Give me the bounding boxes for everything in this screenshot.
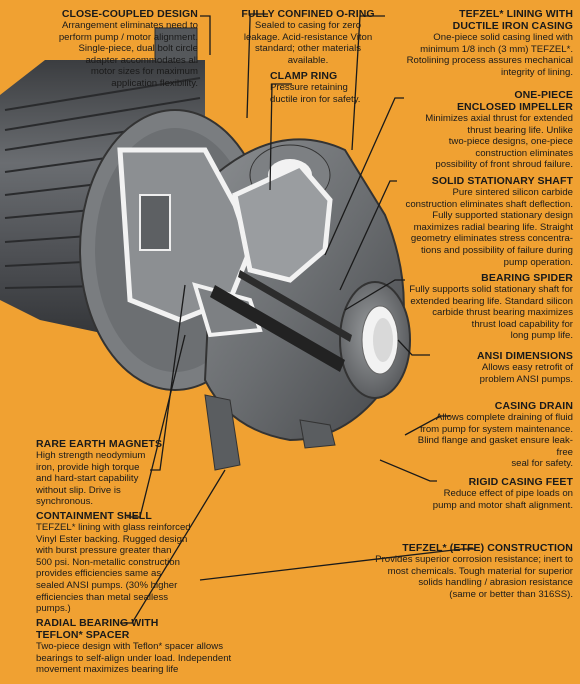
- callout-title: FULLY CONFINED O-RING: [241, 8, 375, 20]
- callout-bearing-spider: [396, 272, 573, 342]
- callout-body: Minimizes axial thrust for extended thrust bearing life. Unlike two-piece designs, one-piece construction eliminates possibility of front shroud failure.: [425, 113, 573, 171]
- callout-ansi-dimensions: [428, 350, 573, 385]
- callout-casing-drain: [410, 400, 573, 470]
- callout-body: Sealed to casing for zero leakage. Acid-resistance Viton standard; other materials available.: [243, 20, 373, 66]
- callout-rare-earth-magnets: [36, 438, 181, 508]
- callout-title: BEARING SPIDER: [481, 272, 573, 284]
- callout-title: ANSI DIMENSIONS: [476, 350, 573, 362]
- callout-solid-stationary-shaft: [398, 175, 573, 268]
- callout-clamp-ring: [270, 70, 390, 105]
- callout-body: One-piece solid casing lined with minimum 1/8 inch (3 mm) TEFZEL*. Rotolining process assures mechanical integrity of lining.: [406, 32, 573, 78]
- callout-tefzel-etfe-construction: [350, 542, 573, 600]
- callout-body: Allows easy retrofit of problem ANSI pumps.: [479, 362, 573, 385]
- callout-body: Fully supports solid stationary shaft for extended bearing life. Standard silicon carbide thrust bearing maximizes thrust load capability for long pump life.: [409, 284, 573, 342]
- callout-body: Reduce effect of pipe loads on pump and motor shaft alignment.: [432, 488, 573, 511]
- callout-containment-shell: [36, 510, 211, 615]
- callout-tefzel-lining: [388, 8, 573, 78]
- callout-one-piece-impeller: [405, 89, 573, 171]
- callout-fully-confined-oring: [238, 8, 378, 66]
- callout-title: RARE EARTH MAGNETS: [36, 438, 163, 450]
- callout-title: TEFZEL* (ETFE) CONSTRUCTION: [402, 542, 573, 554]
- callout-title: RIGID CASING FEET: [468, 476, 573, 488]
- callout-title: CASING DRAIN: [494, 400, 573, 412]
- callout-title: RADIAL BEARING WITH TEFLON* SPACER: [36, 617, 159, 641]
- callout-rigid-casing-feet: [410, 476, 573, 511]
- callout-body: Pressure retaining ductile iron for safety.: [270, 82, 361, 105]
- callout-radial-bearing: [36, 617, 276, 676]
- callout-title: CLOSE-COUPLED DESIGN: [61, 8, 198, 20]
- callout-title: TEFZEL* LINING WITH DUCTILE IRON CASING: [452, 8, 573, 32]
- callout-close-coupled-design: [28, 8, 198, 90]
- callout-title: CONTAINMENT SHELL: [36, 510, 152, 522]
- callout-title: CLAMP RING: [270, 70, 338, 82]
- callout-title: ONE-PIECE ENCLOSED IMPELLER: [456, 89, 573, 113]
- callout-body: Arrangement eliminates need to perform pump / motor alignment. Single-piece, dual bolt circle adapter accommodates all motor sizes for maximum application flexibility.: [58, 20, 198, 89]
- callout-body: Allows complete draining of fluid from pump for system maintenance. Blind flange and gasket ensure leak-free seal for safety.: [417, 412, 573, 470]
- callout-body: Provides superior corrosion resistance; inert to most chemicals. Tough material for superior solids handling / abrasion resistance (same or better than 316SS).: [375, 554, 573, 600]
- callout-body: Pure sintered silicon carbide construction eliminates shaft deflection. Fully supported stationary design maximizes radial bearing life. Straight geometry eliminates stress concentra- tions and possibility of failure during pump operation.: [405, 187, 573, 268]
- callout-title: SOLID STATIONARY SHAFT: [431, 175, 573, 187]
- callout-body: High strength neodymium iron, provide high torque and hard-start capability without slip. Drive is synchronous.: [36, 450, 146, 508]
- callout-body: TEFZEL* lining with glass reinforced Vinyl Ester backing. Rugged design with burst pressure greater than 500 psi. Non-metallic construction provides efficiencies same as sealed ANSI pumps. (30% higher efficiencies than metal sealless pumps.): [36, 522, 191, 615]
- callout-body: Two-piece design with Teflon* spacer allows bearings to self-align under load. Independent movement maximizes bearing life: [36, 641, 232, 676]
